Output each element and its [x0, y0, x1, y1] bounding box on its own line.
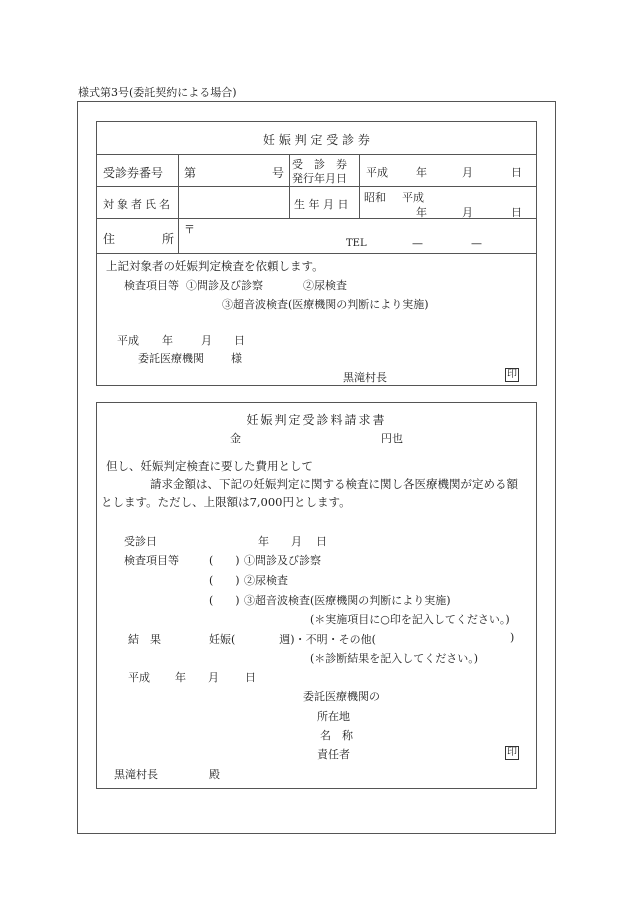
result-note: (＊診断結果を記入してください。) [310, 652, 479, 665]
subject-name-label: 対象者氏名 [103, 198, 173, 211]
ticket-number-label: 受診券番号 [103, 166, 164, 180]
item-3-checkbox[interactable]: ( ) [209, 594, 240, 607]
subject-name-value[interactable] [182, 190, 286, 214]
invoice-date-year: 年 [175, 671, 186, 684]
ticket-items-label: 検査項目等 [124, 279, 179, 292]
tel-separator-2: — [471, 237, 482, 250]
clinic-manager-label: 責任者 [317, 748, 350, 761]
invoice-title: 妊娠判定受診料請求書 [246, 413, 387, 427]
invoice-seal-icon: 印 [507, 747, 517, 758]
birth-day: 日 [511, 206, 522, 219]
ticket-clinic-honorific: 様 [231, 352, 242, 365]
issue-date-day: 日 [511, 166, 522, 179]
invoice-items-label: 検査項目等 [124, 554, 179, 567]
issue-date-era: 平成 [366, 166, 388, 179]
ticket-mayor: 黒滝村長 [343, 371, 387, 384]
item-note: (＊実施項目に○印を記入してください。) [310, 613, 510, 626]
issue-date-label-1: 受 診 券 [292, 158, 347, 171]
result-close: ) [510, 631, 515, 644]
ticket-item-2: ②尿検査 [303, 279, 347, 292]
result-text: 妊娠( 週)・不明・その他( [209, 633, 376, 646]
ticket-item-3: ③超音波検査(医療機関の判断により実施) [222, 298, 429, 311]
invoice-addressee: 黒滝村長 [114, 768, 158, 781]
clinic-name-label: 名 称 [320, 729, 353, 742]
invoice-line-3: とします。ただし、上限額は7,000円とします。 [101, 495, 351, 509]
tel-label: TEL [346, 238, 367, 249]
invoice-item-3: ③超音波検査(医療機関の判断により実施) [244, 594, 451, 607]
address-label-1: 住 [103, 232, 116, 246]
birth-date-label: 生 年 月 日 [294, 198, 349, 211]
ticket-clinic-label: 委託医療機関 [138, 352, 204, 365]
form-number-label: 様式第3号(委託契約による場合) [78, 86, 237, 99]
invoice-item-1: ①問診及び診察 [244, 554, 321, 567]
visit-date-month: 月 [291, 535, 302, 548]
result-label: 結 果 [128, 633, 161, 646]
visit-date-year: 年 [258, 535, 269, 548]
issue-date-label-2: 発行年月日 [292, 172, 347, 185]
clinic-address-label: 所在地 [317, 710, 350, 723]
invoice-date-day: 日 [245, 671, 256, 684]
item-1-checkbox[interactable]: ( ) [209, 554, 240, 567]
item-2-checkbox[interactable]: ( ) [209, 574, 240, 587]
ticket-number-suffix: 号 [272, 166, 285, 180]
request-text: 上記対象者の妊娠判定検査を依頼します。 [106, 259, 324, 273]
birth-era-showa: 昭和 [364, 191, 386, 204]
visit-date-day: 日 [316, 535, 327, 548]
birth-year: 年 [416, 206, 427, 219]
issue-date-month: 月 [462, 166, 473, 179]
clinic-header: 委託医療機関の [303, 690, 380, 703]
visit-date-label: 受診日 [124, 535, 157, 548]
ticket-date-day: 日 [234, 334, 245, 347]
ticket-date-year: 年 [162, 334, 173, 347]
ticket-item-1: ①問診及び診察 [186, 279, 263, 292]
invoice-amount-prefix: 金 [230, 432, 241, 445]
ticket-date-month: 月 [201, 334, 212, 347]
ticket-number-prefix: 第 [184, 166, 197, 180]
invoice-date-era: 平成 [128, 671, 150, 684]
invoice-honorific: 殿 [209, 768, 220, 781]
invoice-item-2: ②尿検査 [244, 574, 288, 587]
invoice-date-month: 月 [208, 671, 219, 684]
issue-date-year: 年 [416, 166, 427, 179]
invoice-line-2: 請求金額は、下記の妊娠判定に関する検査に関し各医療機関が定める額 [150, 477, 518, 491]
ticket-seal-icon: 印 [507, 369, 517, 380]
birth-month: 月 [462, 206, 473, 219]
ticket-date-era: 平成 [117, 334, 139, 347]
tel-separator-1: — [412, 237, 423, 250]
postal-mark: 〒 [184, 223, 195, 236]
ticket-title: 妊 娠 判 定 受 診 券 [263, 133, 370, 147]
invoice-amount-suffix: 円也 [381, 432, 403, 445]
invoice-line-1: 但し、妊娠判定検査に要した費用として [106, 459, 313, 473]
birth-era-heisei: 平成 [402, 191, 424, 204]
address-label-2: 所 [162, 232, 175, 246]
